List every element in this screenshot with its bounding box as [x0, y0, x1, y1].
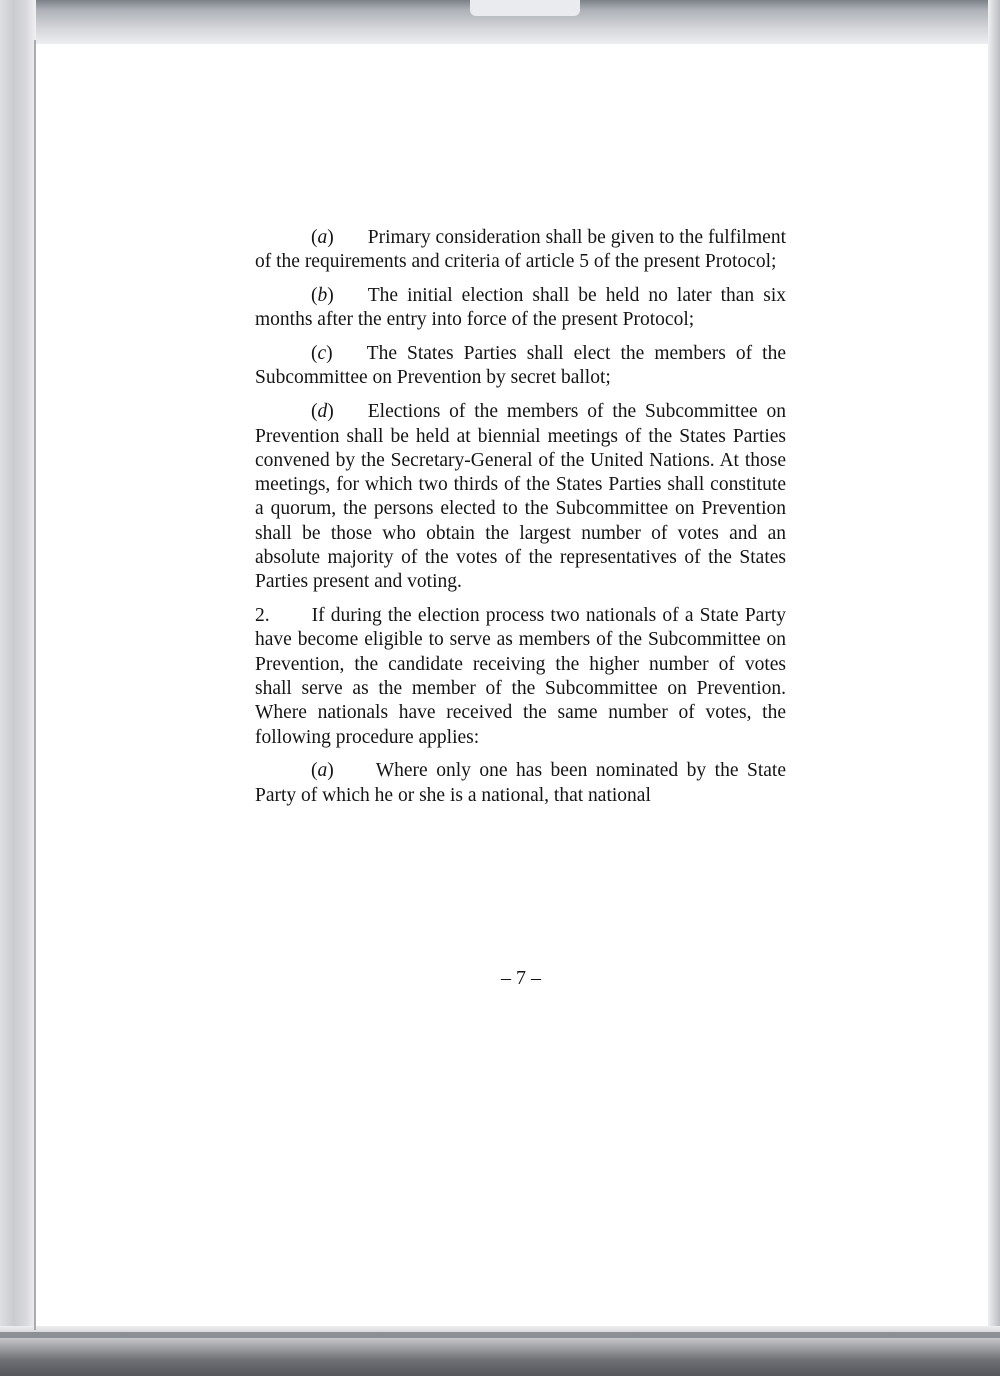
scan-right-edge [988, 0, 1000, 1376]
scan-left-edge [0, 0, 36, 1376]
paragraph-text: The States Parties shall elect the members of the Subcommittee on Prevention by secret ballot; [255, 343, 786, 389]
paragraph-c [255, 342, 786, 391]
paragraph-d [255, 400, 786, 594]
item-marker: (c) [311, 343, 333, 365]
scan-top-notch [470, 0, 580, 16]
paragraph-text: Where only one has been nominated by the State Party of which he or she is a national, that national [255, 760, 786, 806]
paragraph-a [255, 226, 786, 275]
paragraph-b [255, 284, 786, 333]
paragraph-text: If during the election process two nationals of a State Party have become eligible to serve as members of the Subcommittee on Prevention, the candidate receiving the higher number of votes shall serve as the member of the Subcommittee on Prevention. Where nationals have received the same number of votes, the following procedure applies: [255, 605, 786, 748]
document-body [255, 226, 786, 818]
item-marker: (a) [311, 760, 334, 782]
item-marker: (d) [311, 401, 334, 423]
item-marker: (b) [311, 285, 334, 307]
page-fold-line [34, 40, 36, 1330]
scan-bottom-band [0, 1332, 1000, 1338]
paragraph-number: 2. [255, 605, 270, 627]
paragraph-2a [255, 759, 786, 808]
paragraph-text: The initial election shall be held no later than six months after the entry into force of the present Protocol; [255, 285, 786, 331]
paragraph-2 [255, 604, 786, 750]
item-marker: (a) [311, 227, 334, 248]
page-number: – 7 – [501, 967, 541, 989]
paragraph-text: Primary consideration shall be given to the fulfilment of the requirements and criteria of article 5 of the present Protocol; [255, 227, 786, 273]
paragraph-text: Elections of the members of the Subcommittee on Prevention shall be held at biennial meetings of the States Parties convened by the Secretary-General of the United Nations. At those meetings, for which two thirds of the States Parties shall constitute a quorum, the persons elected to the Subcommittee on Prevention shall be those who obtain the largest number of votes and an absolute majority of the votes of the representatives of the States Parties present and voting. [255, 401, 786, 593]
